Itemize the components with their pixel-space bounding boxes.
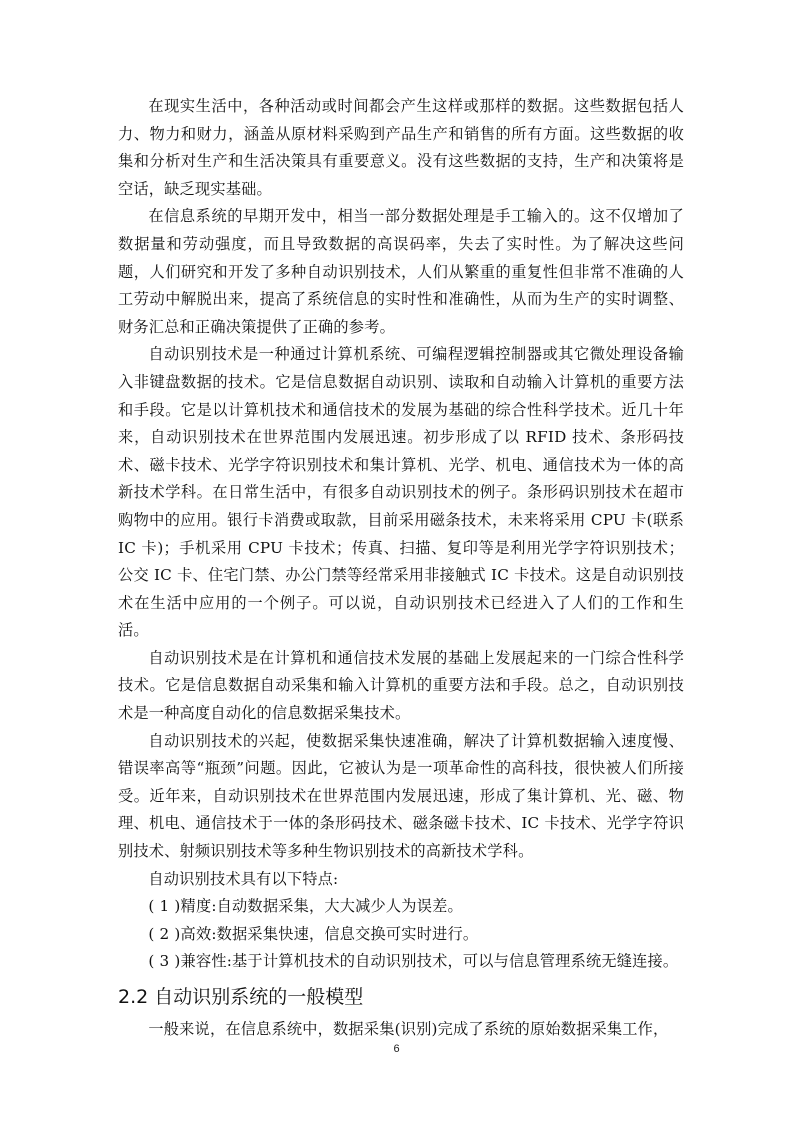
page-number: 6 xyxy=(393,1043,400,1055)
feature-item-precision: ( 1 )精度:自动数据采集，大大减少人为误差。 xyxy=(148,897,463,916)
paragraph-closing: 一般来说，在信息系统中，数据采集(识别)完成了系统的原始数据采集工作， xyxy=(148,1020,669,1038)
section-heading: 2.2 自动识别系统的一般模型 xyxy=(118,986,364,1008)
paragraph-manual-input: 在信息系统的早期开发中，相当一部分数据处理是手工输入的。这不仅增加了数据量和劳动强度，而且导致数据的高误码率，失去了实时性。为了解决这些问题，人们研究和开发了多种自动识别技术，人们从繁重的重复性但非常不准确的人工劳动中解脱出来，提高了系统信息的实时性和准确性，从而为生产的实时调整、财务汇总和正确决策提供了正确的参考。 xyxy=(118,207,684,336)
paragraph-features-intro: 自动识别技术具有以下特点: xyxy=(148,869,339,888)
feature-item-efficiency: ( 2 )高效:数据采集快速，信息交换可实时进行。 xyxy=(148,924,479,943)
paragraph-auto-id-summary: 自动识别技术是在计算机和通信技术发展的基础上发展起来的一门综合性科学技术。它是信息数据自动采集和输入计算机的重要方法和手段。总之，自动识别技术是一种高度自动化的信息数据采集技术。 xyxy=(118,648,684,723)
feature-item-compatibility: ( 3 )兼容性:基于计算机技术的自动识别技术，可以与信息管理系统无缝连接。 xyxy=(148,952,679,971)
paragraph-auto-id-definition: 自动识别技术是一种通过计算机系统、可编程逻辑控制器或其它微处理设备输入非键盘数据的技术。它是信息数据自动识别、读取和自动输入计算机的重要方法和手段。它是以计算机技术和通信技术的发展为基础的综合性科学技术。近几十年来，自动识别技术在世界范围内发展迅速。初步形成了以 RFID 技术、条形码技术、磁卡技术、光学字符识别技术和集计算机、光学、机电、通信技术为一体的高新技术学科。在日常生活中，有很多自动识别技术的例子。条形码识别技术在超市购物中的应用。银行卡消费或取款，目前采用磁条技术，未来将采用 CPU 卡(联系 IC 卡)；手机采用 CPU 卡技术；传真、扫描、复印等是利用光学字符识别技术；公交 IC 卡、住宅门禁、办公门禁等经常采用非接触式 IC 卡技术。这是自动识别技术在生活中应用的一个例子。可以说，自动识别技术已经进入了人们的工作和生活。 xyxy=(118,345,684,640)
paragraph-auto-id-rise: 自动识别技术的兴起，使数据采集快速准确，解决了计算机数据输入速度慢、错误率高等“瓶颈”问题。因此，它被认为是一项革命性的高科技，很快被人们所接受。近年来，自动识别技术在世界范围内发展迅速，形成了集计算机、光、磁、物理、机电、通信技术于一体的条形码技术、磁条磁卡技术、IC 卡技术、光学字符识别技术、射频识别技术等多种生物识别技术的高新技术学科。 xyxy=(118,731,684,861)
document-body xyxy=(118,93,684,1044)
paragraph-data-importance: 在现实生活中，各种活动或时间都会产生这样或那样的数据。这些数据包括人力、物力和财力，涵盖从原材料采购到产品生产和销售的所有方面。这些数据的收集和分析对生产和生活决策具有重要意义。没有这些数据的支持，生产和决策将是空话，缺乏现实基础。 xyxy=(118,97,684,198)
